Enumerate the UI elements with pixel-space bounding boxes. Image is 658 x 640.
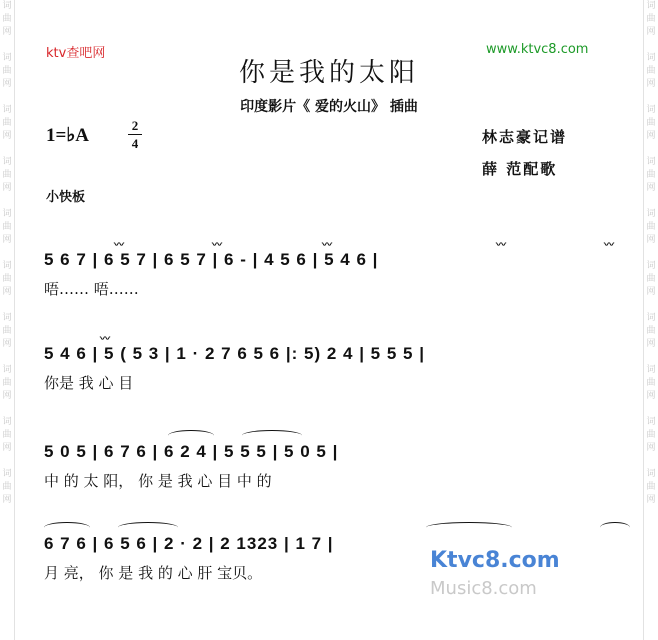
- credit-lyricist: 薛 范配歌: [482, 160, 558, 178]
- trill-mark: 〰: [212, 240, 221, 251]
- score-row-2: [44, 334, 634, 392]
- slur-mark: [242, 430, 302, 441]
- notation-line: 5 6 7 | 6 5 7 | 6 5 7 | 6 - | 4 5 6 | 5 4 6 |: [44, 250, 379, 269]
- trill-mark: 〰: [114, 240, 123, 251]
- trill-mark: 〰: [496, 240, 505, 251]
- song-title: 你是我的太阳: [238, 58, 419, 88]
- watermark-logo-shadow: Music8.com: [430, 578, 537, 599]
- notation-line: 5 4 6 | 5 ( 5 3 | 1 · 2 7 6 5 6 |: 5) 2 4 | 5 5 5 |: [44, 344, 425, 363]
- time-fraction-bar: [128, 134, 142, 135]
- key-signature: 1=♭A: [46, 125, 90, 146]
- lyric-line: 中 的 太 阳， 你 是 我 心 目 中 的: [44, 472, 272, 490]
- credit-arranger: 林志豪记谱: [482, 128, 568, 146]
- watermark-logo: Ktvc8.com: [430, 548, 560, 573]
- edge-watermark: 词 曲 网 词 曲 网 词 曲 网 词 曲 网 词 曲 网 词 曲 网 词 曲 网 词 曲 网 词 曲 网 词 曲 网: [2, 1, 12, 505]
- notation-line: 5 0 5 | 6 7 6 | 6 2 4 | 5 5 5 | 5 0 5 |: [44, 442, 339, 461]
- song-subtitle: 印度影片《 爱的火山》 插曲: [240, 99, 418, 115]
- slur-mark: [168, 430, 214, 441]
- site-name-left: ktv查吧网: [46, 46, 106, 61]
- score-row-1: [44, 240, 634, 298]
- time-signature: [128, 118, 142, 151]
- lyric-line: 唔…… 唔……: [44, 280, 139, 298]
- time-bottom: 4: [131, 136, 139, 151]
- trill-mark: 〰: [322, 240, 331, 251]
- slur-mark: [118, 522, 178, 533]
- slur-mark: [426, 522, 512, 533]
- edge-watermark: 词 曲 网 词 曲 网 词 曲 网 词 曲 网 词 曲 网 词 曲 网 词 曲 网 词 曲 网 词 曲 网 词 曲 网: [646, 1, 656, 505]
- slur-mark: [600, 522, 630, 533]
- trill-mark: 〰: [100, 334, 109, 345]
- slur-mark: [44, 522, 90, 533]
- notation-line: 6 7 6 | 6 5 6 | 2 · 2 | 2 1323 | 1 7 |: [44, 534, 334, 553]
- lyric-line: 月 亮， 你 是 我 的 心 肝 宝贝。: [44, 564, 263, 582]
- site-url-right: www.ktvc8.com: [486, 42, 589, 57]
- tempo-marking: 小快板: [46, 190, 86, 205]
- lyric-line: 你是 我 心 目: [44, 374, 134, 392]
- score-row-3: [44, 442, 634, 490]
- time-top: 2: [131, 118, 139, 133]
- trill-mark: 〰: [604, 240, 613, 251]
